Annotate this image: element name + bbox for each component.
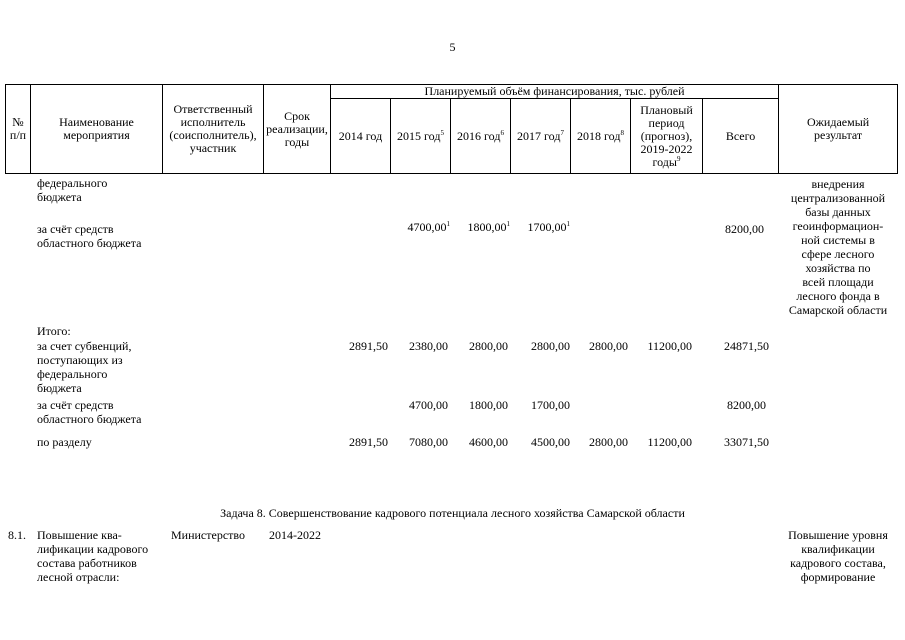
header-plan-period: Плановый период (прогноз), 2019-2022 годы$^9$	[631, 99, 703, 174]
expected-result-1: внедрения централизованной базы данных геоинформацион- ной системы в сфере лесного хозяйства по всей площади лесного фонда в Самарской области	[788, 177, 888, 317]
item-result: Повышение уровня квалификации кадрового состава, формирование	[788, 528, 888, 584]
regional-budget-label: за счёт средств областного бюджета	[37, 222, 142, 250]
section-plan: 11200,00	[647, 435, 692, 449]
section-2016: 4600,00	[469, 435, 508, 449]
totals-regional-label: за счёт средств областного бюджета	[37, 398, 142, 426]
header-table	[5, 84, 898, 174]
item-term: 2014-2022	[269, 528, 321, 542]
section-2017: 4500,00	[531, 435, 570, 449]
header-col-term: Срок реализации, годы	[264, 85, 331, 174]
item-number: 8.1.	[8, 528, 26, 542]
header-year-2016: 2016 год$^6$	[451, 99, 511, 174]
header-col-number: № п/п	[6, 85, 31, 174]
header-col-result: Ожидаемый результат	[779, 85, 898, 174]
subsidies-2015: 2380,00	[409, 339, 448, 353]
value-2017: 1700,00$^1$	[527, 220, 570, 234]
subsidies-2014: 2891,50	[349, 339, 388, 353]
item-name: Повышение ква- лификации кадрового состава работников лесной отрасли:	[37, 528, 149, 584]
subsidies-label: за счет субвенций, поступающих из федерального бюджета	[37, 339, 132, 395]
section-total: 33071,50	[724, 435, 769, 449]
header-year-2014: 2014 год	[331, 99, 391, 174]
task-heading: Задача 8. Совершенствование кадрового потенциала лесного хозяйства Самарской области	[220, 506, 685, 520]
subsidies-2017: 2800,00	[531, 339, 570, 353]
regional-2017: 1700,00	[531, 398, 570, 412]
subsidies-total: 24871,50	[724, 339, 769, 353]
header-col-name: Наименование мероприятия	[31, 85, 163, 174]
header-col-funding: Планируемый объём финансирования, тыс. рублей	[331, 85, 779, 99]
header-col-total: Всего	[703, 99, 779, 174]
section-2014: 2891,50	[349, 435, 388, 449]
value-2015: 4700,00$^1$	[407, 220, 450, 234]
page-number: 5	[449, 40, 456, 54]
regional-2015: 4700,00	[409, 398, 448, 412]
header-year-2018: 2018 год$^8$	[571, 99, 631, 174]
subsidies-plan: 11200,00	[647, 339, 692, 353]
regional-2016: 1800,00	[469, 398, 508, 412]
item-responsible: Министерство	[171, 528, 245, 542]
section-2015: 7080,00	[409, 435, 448, 449]
subsidies-2016: 2800,00	[469, 339, 508, 353]
value-2016: 1800,00$^1$	[467, 220, 510, 234]
federal-budget-label: федерального бюджета	[37, 176, 108, 204]
section-label: по разделу	[37, 435, 92, 449]
itogo-label: Итого:	[37, 324, 71, 338]
regional-total: 8200,00	[727, 398, 766, 412]
value-total: 8200,00	[725, 222, 764, 236]
header-year-2017: 2017 год$^7$	[511, 99, 571, 174]
header-year-2015: 2015 год$^5$	[391, 99, 451, 174]
section-2018: 2800,00	[589, 435, 628, 449]
header-col-responsible: Ответственный исполнитель (соисполнитель), участник	[163, 85, 264, 174]
subsidies-2018: 2800,00	[589, 339, 628, 353]
